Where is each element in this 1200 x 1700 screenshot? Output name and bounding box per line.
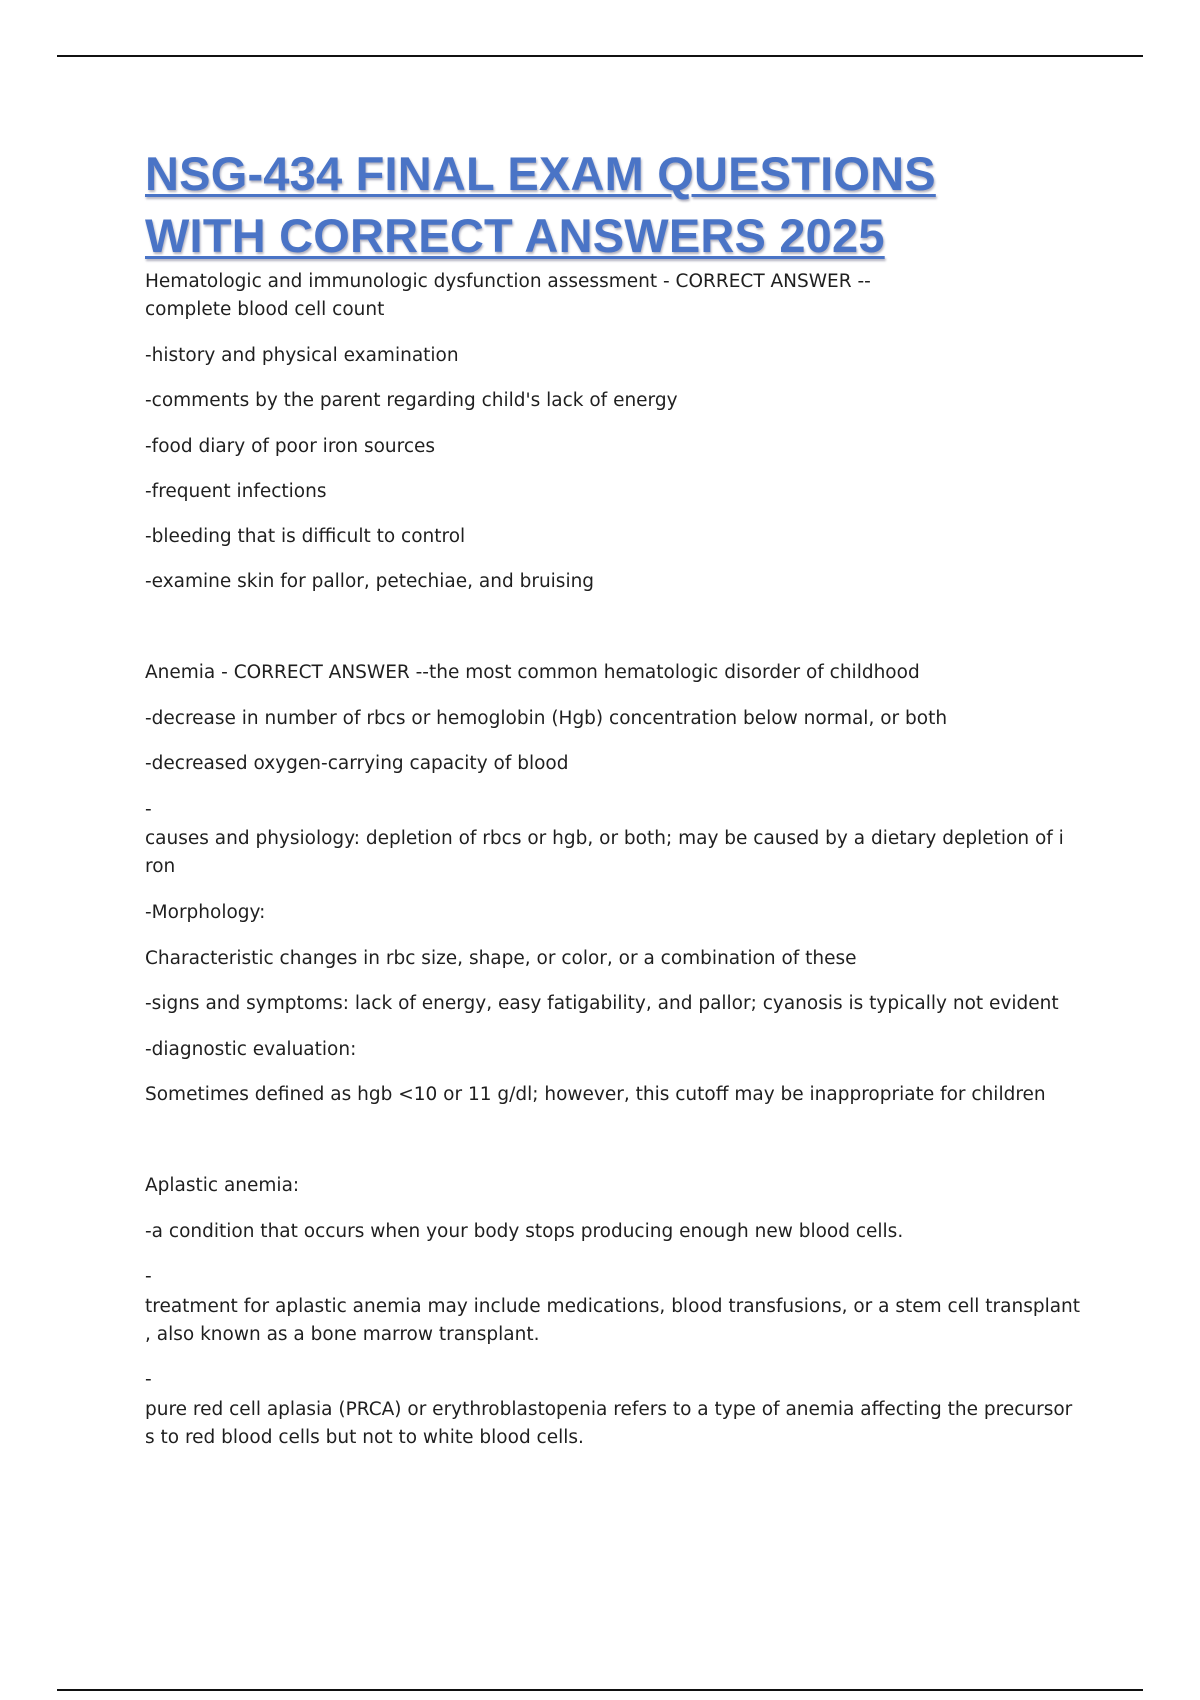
document-title — [145, 143, 1125, 267]
footer-rule — [57, 1689, 1143, 1691]
list-item: -Morphology: — [145, 902, 266, 923]
list-item: Characteristic changes in rbc size, shape, or color, or a combination of these — [145, 948, 857, 969]
list-item: -a condition that occurs when your body stops producing enough new blood cells. — [145, 1221, 904, 1242]
hematologic-assessment-heading: Hematologic and immunologic dysfunction assessment - CORRECT ANSWER -- complete blood cell count — [145, 271, 871, 320]
list-item: -comments by the parent regarding child's lack of energy — [145, 390, 678, 411]
list-item: -frequent infections — [145, 481, 327, 502]
title-line-2: WITH CORRECT ANSWERS 2025 — [145, 209, 885, 262]
list-item: - — [145, 799, 152, 820]
list-item: -signs and symptoms: lack of energy, easy fatigability, and pallor; cyanosis is typically not evident — [145, 993, 1059, 1014]
list-item: treatment for aplastic anemia may include medications, blood transfusions, or a stem cell transplant , also known as a bone marrow transplant. — [145, 1296, 1081, 1345]
list-item: - — [145, 1369, 152, 1390]
list-item: -food diary of poor iron sources — [145, 436, 436, 457]
list-item: -bleeding that is difficult to control — [145, 526, 466, 547]
aplastic-anemia-heading: Aplastic anemia: — [145, 1175, 300, 1196]
list-item: pure red cell aplasia (PRCA) or erythroblastopenia refers to a type of anemia affecting the precursor s to red blood cells but not to white blood cells. — [145, 1399, 1073, 1448]
list-item: -examine skin for pallor, petechiae, and bruising — [145, 571, 595, 592]
list-item: -decreased oxygen-carrying capacity of blood — [145, 753, 569, 774]
list-item: -decrease in number of rbcs or hemoglobin (Hgb) concentration below normal, or both — [145, 708, 948, 729]
list-item: -diagnostic evaluation: — [145, 1039, 357, 1060]
title-line-1: NSG-434 FINAL EXAM QUESTIONS — [145, 147, 936, 200]
list-item: -history and physical examination — [145, 345, 459, 366]
list-item: causes and physiology: depletion of rbcs or hgb, or both; may be caused by a dietary depletion of i ron — [145, 828, 1064, 877]
anemia-heading: Anemia - CORRECT ANSWER --the most common hematologic disorder of childhood — [145, 662, 920, 683]
list-item: Sometimes defined as hgb <10 or 11 g/dl; however, this cutoff may be inappropriate for children — [145, 1084, 1046, 1105]
list-item: - — [145, 1266, 152, 1287]
header-rule — [57, 55, 1143, 57]
